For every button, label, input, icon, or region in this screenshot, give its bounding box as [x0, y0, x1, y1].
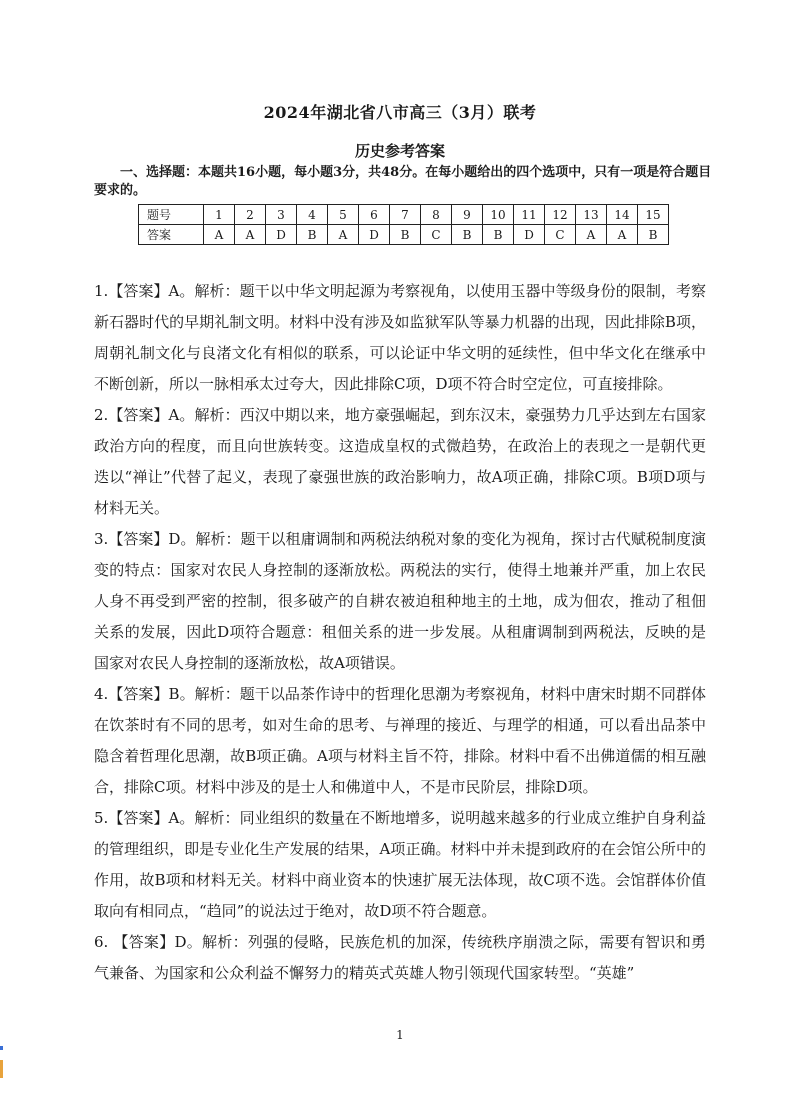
- explanation-paragraph: 4.【答案】B。解析：题干以品茶作诗中的哲理化思潮为考察视角，材料中唐宋时期不同群体在饮茶时有不同的思考，如对生命的思考、与禅理的接近、与理学的相通，可以看出品茶中隐含着哲理化思潮，故B项正确。A项与材料主旨不符，排除。材料中看不出佛道儒的相互融合，排除C项。材料中涉及的是士人和佛道中人，不是市民阶层，排除D项。: [94, 685, 706, 796]
- question-number-cell: 10: [483, 205, 514, 225]
- question-number-cell: 5: [328, 205, 359, 225]
- page-title: 2024年湖北省八市高三（3月）联考: [263, 103, 537, 122]
- page-subtitle: 历史参考答案: [354, 142, 445, 160]
- question-number-cell: 8: [421, 205, 452, 225]
- row-label-answer: 答案: [139, 225, 204, 245]
- answer-cell: D: [266, 225, 297, 245]
- explanation-paragraph: 5.【答案】A。解析：同业组织的数量在不断地增多，说明越来越多的行业成立维护自身利益的管理组织，即是专业化生产发展的结果，A项正确。材料中并未提到政府的在会馆公所中的作用，故B项和材料无关。材料中商业资本的快速扩展无法体现，故C项不选。会馆群体价值取向有相同点，“趋同”的说法过于绝对，故D项不符合题意。: [94, 809, 706, 920]
- answer-cell: B: [452, 225, 483, 245]
- question-number-cell: 11: [514, 205, 545, 225]
- explanations: [94, 276, 706, 989]
- question-number-cell: 6: [359, 205, 390, 225]
- question-number-cell: 4: [297, 205, 328, 225]
- answer-cell: C: [421, 225, 452, 245]
- answer-table: [138, 204, 669, 245]
- question-number-cell: 9: [452, 205, 483, 225]
- answer-table-answer-row: [139, 225, 669, 245]
- row-label-number: 题号: [139, 205, 204, 225]
- answer-cell: B: [483, 225, 514, 245]
- explanation-paragraph: 2.【答案】A。解析：西汉中期以来，地方豪强崛起，到东汉末，豪强势力几乎达到左右国家政治方向的程度，而且向世族转变。这造成皇权的式微趋势，在政治上的表现之一是朝代更迭以“禅让”代替了起义，表现了豪强世族的政治影响力，故A项正确，排除C项。B项D项与材料无关。: [94, 406, 706, 517]
- question-number-cell: 12: [545, 205, 576, 225]
- answer-cell: A: [235, 225, 266, 245]
- page-number: 1: [396, 1028, 404, 1042]
- question-number-cell: 13: [576, 205, 607, 225]
- answer-cell: B: [638, 225, 669, 245]
- explanation-paragraph: 6. 【答案】D。解析：列强的侵略，民族危机的加深，传统秩序崩溃之际，需要有智识和勇气兼备、为国家和公众利益不懈努力的精英式英雄人物引领现代国家转型。“英雄”: [94, 933, 706, 982]
- question-number-cell: 3: [266, 205, 297, 225]
- explanation-paragraph: 3.【答案】D。解析：题干以租庸调制和两税法纳税对象的变化为视角，探讨古代赋税制度演变的特点：国家对农民人身控制的逐渐放松。两税法的实行，使得土地兼并严重，加上农民人身不再受到严密的控制，很多破产的自耕农被迫租种地主的土地，成为佃农，推动了租佃关系的发展，因此D项符合题意：租佃关系的进一步发展。从租庸调制到两税法，反映的是国家对农民人身控制的逐渐放松，故A项错误。: [94, 530, 706, 672]
- answer-cell: C: [545, 225, 576, 245]
- answer-cell: D: [359, 225, 390, 245]
- answer-table-number-row: [139, 205, 669, 225]
- explanation-paragraph: 1.【答案】A。解析：题干以中华文明起源为考察视角，以使用玉器中等级身份的限制，考察新石器时代的早期礼制文明。材料中没有涉及如监狱军队等暴力机器的出现，因此排除B项，周朝礼制文化与良渚文化有相似的联系，可以论证中华文明的延续性，但中华文化在继承中不断创新，所以一脉相承太过夸大，因此排除C项，D项不符合时空定位，可直接排除。: [94, 282, 706, 393]
- answer-cell: A: [576, 225, 607, 245]
- question-number-cell: 2: [235, 205, 266, 225]
- question-number-cell: 1: [204, 205, 235, 225]
- question-number-cell: 15: [638, 205, 669, 225]
- answer-cell: D: [514, 225, 545, 245]
- answer-cell: B: [297, 225, 328, 245]
- answer-cell: A: [328, 225, 359, 245]
- question-number-cell: 14: [607, 205, 638, 225]
- answer-cell: A: [204, 225, 235, 245]
- answer-cell: B: [390, 225, 421, 245]
- question-number-cell: 7: [390, 205, 421, 225]
- section-instruction: 一、选择题：本题共16小题，每小题3分，共48分。在每小题给出的四个选项中，只有一项是符合题目要求的。: [94, 165, 712, 198]
- answer-cell: A: [607, 225, 638, 245]
- edge-mark: [0, 1046, 3, 1050]
- edge-mark: [0, 1060, 3, 1078]
